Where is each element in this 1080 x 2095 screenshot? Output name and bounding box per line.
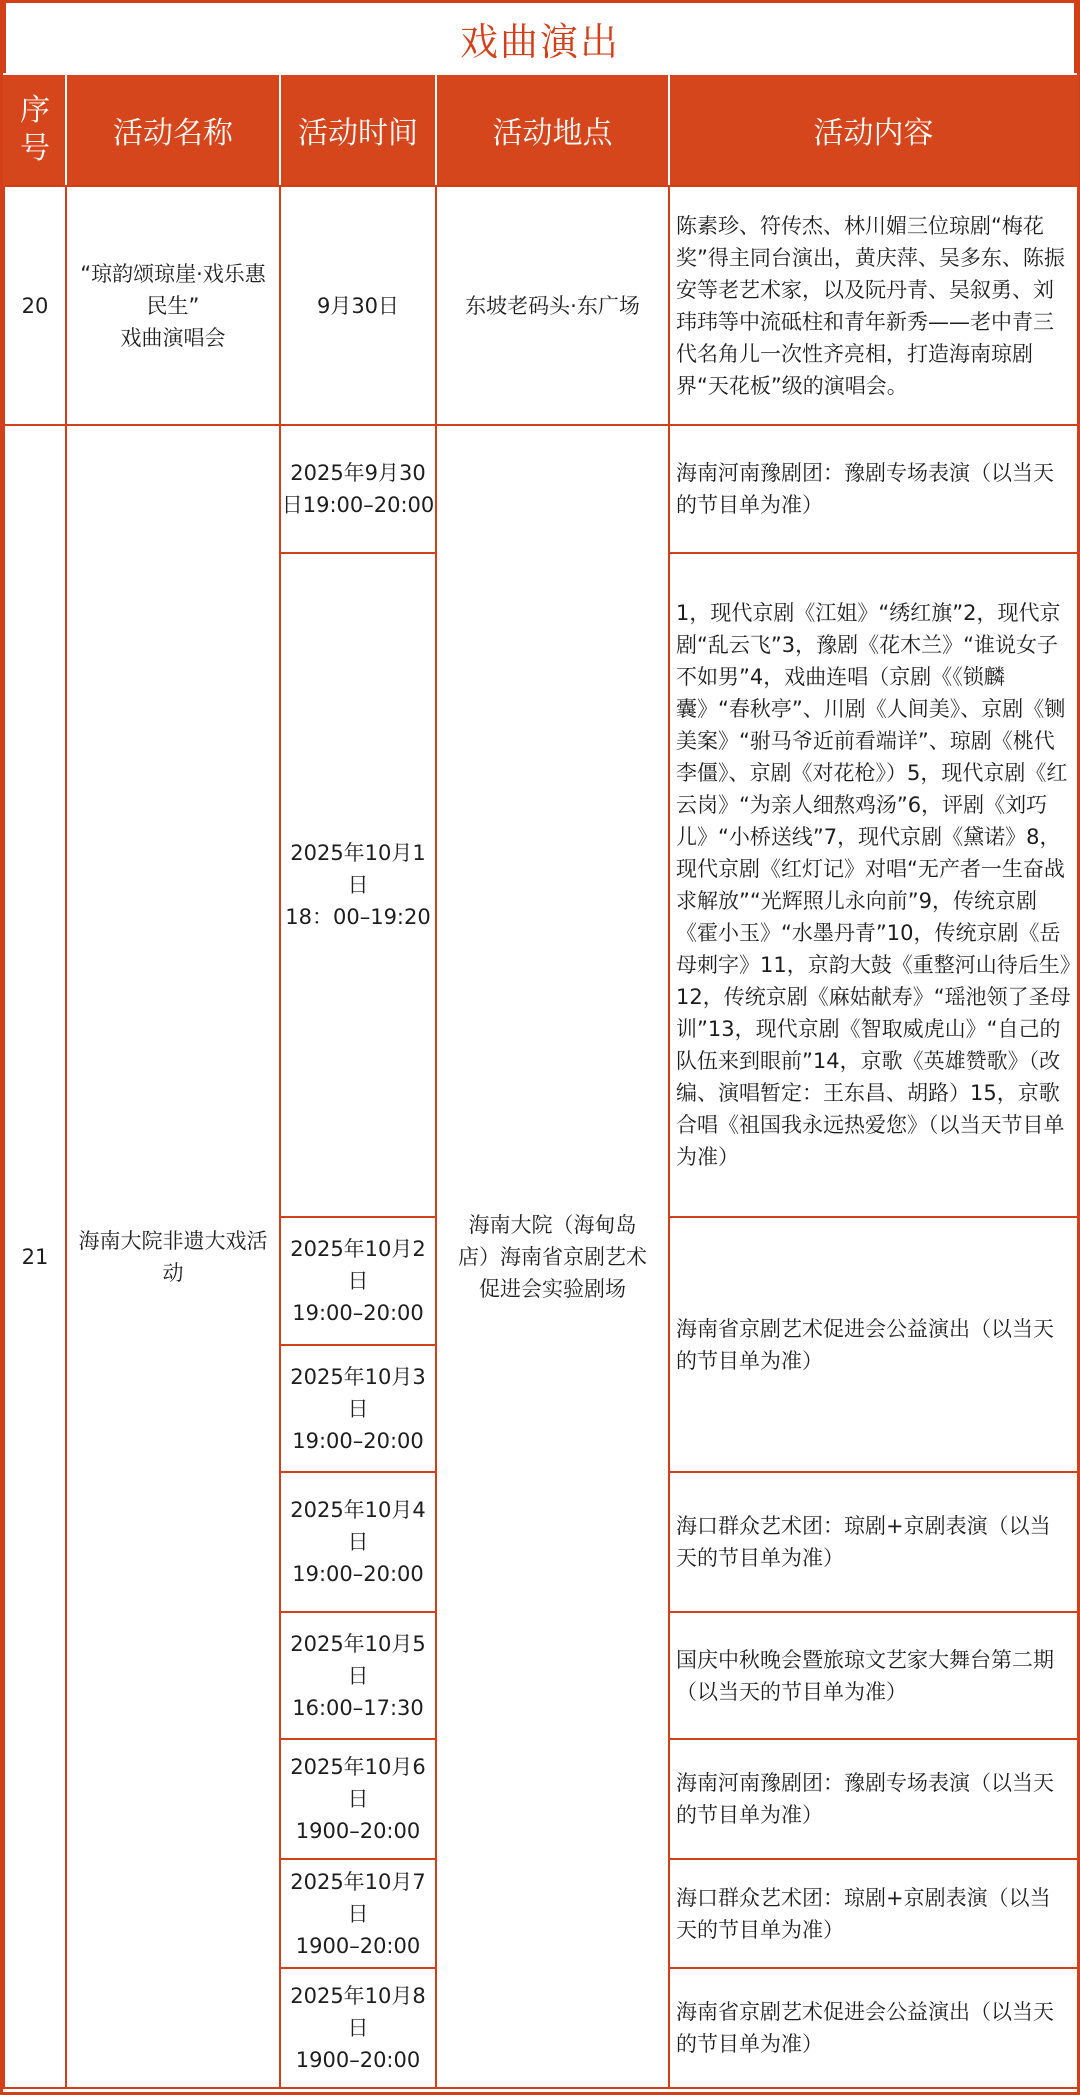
session-time: 2025年10月1日 18：00–19:20 [280,553,436,1217]
row-seq: 20 [4,186,66,425]
header-location: 活动地点 [436,74,669,186]
session-content: 海南河南豫剧团：豫剧专场表演（以当天的节目单为准） [669,1739,1078,1859]
session-content: 海南省京剧艺术促进会公益演出（以当天的节目单为准） [669,1968,1078,2088]
row-location: 东坡老码头·东广场 [436,186,669,425]
header-name: 活动名称 [66,74,280,186]
row-content: 陈素珍、符传杰、林川媚三位琼剧“梅花奖”得主同台演出，黄庆萍、吴多东、陈振安等老艺术家，以及阮丹青、吴叙勇、刘玮玮等中流砥柱和青年新秀——老中青三代名角儿一次性齐亮相，打造海南琼剧界“天花板”级的演唱会。 [669,186,1078,425]
session-time: 2025年10月2日 19:00–20:00 [280,1217,436,1345]
session-content: 海南省京剧艺术促进会公益演出（以当天的节目单为准） [669,1217,1078,1472]
session-content: 海南河南豫剧团：豫剧专场表演（以当天的节目单为准） [669,425,1078,553]
session-time: 2025年10月4日 19:00–20:00 [280,1472,436,1612]
session-time: 2025年9月30日19:00–20:00 [280,425,436,553]
header-time: 活动时间 [280,74,436,186]
session-time: 2025年10月8日 1900–20:00 [280,1968,436,2088]
table-title: 戏曲演出 [3,0,1077,73]
table-row [4,186,1078,425]
row-time: 9月30日 [280,186,436,425]
session-content: 国庆中秋晚会暨旅琼文艺家大舞台第二期（以当天的节目单为准） [669,1612,1078,1739]
session-content: 海口群众艺术团：琼剧+京剧表演（以当天的节目单为准） [669,1472,1078,1612]
row-name: “琼韵颂琼崖·戏乐惠民生” 戏曲演唱会 [66,186,280,425]
session-time: 2025年10月5日 16:00–17:30 [280,1612,436,1739]
row-seq: 21 [4,425,66,2088]
header-seq: 序号 [4,74,66,186]
session-time: 2025年10月7日 1900–20:00 [280,1859,436,1968]
table-row [4,425,1078,553]
session-time: 2025年10月6日 1900–20:00 [280,1739,436,1859]
session-time: 2025年10月3日 19:00–20:00 [280,1345,436,1472]
row-location: 海南大院（海甸岛店）海南省京剧艺术促进会实验剧场 [436,425,669,2088]
header-row [4,74,1078,186]
session-content: 1，现代京剧《江姐》“绣红旗”2，现代京剧“乱云飞”3，豫剧《花木兰》“谁说女子不如男”4，戏曲连唱（京剧《《锁麟囊》“春秋亭”、川剧《人间美》、京剧《铡美案》“驸马爷近前看端详”、琼剧《桃代李僵》、京剧《对花枪》）5，现代京剧《红云岗》“为亲人细熬鸡汤”6，评剧《刘巧儿》“小桥送线”7，现代京剧《黛诺》8，现代京剧《红灯记》对唱“无产者一生奋战求解放”“光辉照儿永向前”9，传统京剧《霍小玉》“水墨丹青”10，传统京剧《岳母刺字》11，京韵大鼓《重整河山待后生》12，传统京剧《麻姑献寿》“瑶池领了圣母训”13，现代京剧《智取威虎山》“自己的队伍来到眼前”14，京歌《英雄赞歌》（改编、演唱暂定：王东昌、胡路）15，京歌合唱《祖国我永远热爱您》（以当天节目单为准） [669,553,1078,1217]
session-content: 海口群众艺术团：琼剧+京剧表演（以当天的节目单为准） [669,1859,1078,1968]
schedule-table [3,73,1079,2089]
header-content: 活动内容 [669,74,1078,186]
row-name: 海南大院非遗大戏活动 [66,425,280,2088]
